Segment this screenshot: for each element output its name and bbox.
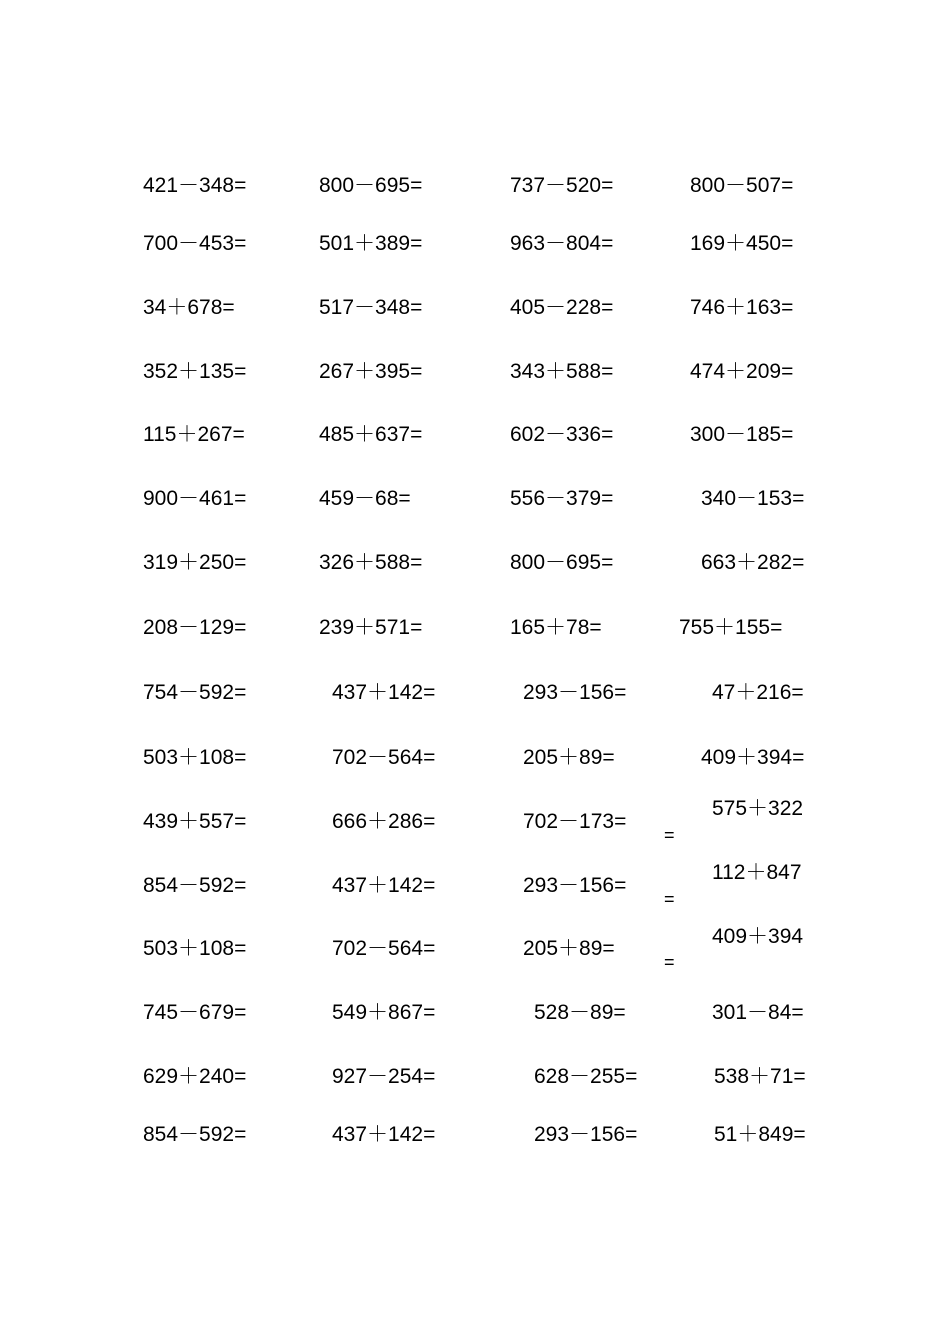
problem: 629＋240=: [143, 1065, 247, 1088]
detached-equals-sign: =: [664, 825, 675, 845]
problem: 503＋108=: [143, 937, 247, 960]
problem: 602－336=: [510, 423, 614, 446]
problem: 405－228=: [510, 296, 614, 319]
problem: 34＋678=: [143, 296, 235, 319]
problem: 165＋78=: [510, 616, 602, 639]
problem: 115＋267=: [143, 423, 245, 446]
problem: 47＋216=: [712, 681, 804, 704]
problem: 700－453=: [143, 232, 247, 255]
problem: 702－173=: [523, 810, 627, 833]
problem: 800－507=: [690, 174, 794, 197]
problem: 293－156=: [523, 874, 627, 897]
problem: 421－348=: [143, 174, 247, 197]
problem: 854－592=: [143, 874, 247, 897]
problem: 439＋557=: [143, 810, 247, 833]
problem: 854－592=: [143, 1123, 247, 1146]
problem: 754－592=: [143, 681, 247, 704]
problem: 293－156=: [534, 1123, 638, 1146]
problem: 517－348=: [319, 296, 423, 319]
problem: 666＋286=: [332, 810, 436, 833]
problem: 501＋389=: [319, 232, 423, 255]
problem: 702－564=: [332, 746, 436, 769]
problem: 663＋282=: [701, 551, 805, 574]
problem: 927－254=: [332, 1065, 436, 1088]
problem: 437＋142=: [332, 681, 436, 704]
problem: 745－679=: [143, 1001, 247, 1024]
problem: 340－153=: [701, 487, 805, 510]
problem: 746＋163=: [690, 296, 794, 319]
problem: 528－89=: [534, 1001, 626, 1024]
problem: 205＋89=: [523, 746, 615, 769]
problem: 437＋142=: [332, 1123, 436, 1146]
problem: 538＋71=: [714, 1065, 806, 1088]
problem: 326＋588=: [319, 551, 423, 574]
problem: 205＋89=: [523, 937, 615, 960]
problem: 485＋637=: [319, 423, 423, 446]
problem: 208－129=: [143, 616, 247, 639]
problem: 755＋155=: [679, 616, 783, 639]
problem: 702－564=: [332, 937, 436, 960]
problem: 267＋395=: [319, 360, 423, 383]
problem: 474＋209=: [690, 360, 794, 383]
problem: 900－461=: [143, 487, 247, 510]
problem: 556－379=: [510, 487, 614, 510]
problem: 575＋322: [712, 797, 804, 820]
problem: 459－68=: [319, 487, 411, 510]
problem: 628－255=: [534, 1065, 638, 1088]
problem: 437＋142=: [332, 874, 436, 897]
detached-equals-sign: =: [664, 889, 675, 909]
problem: 301－84=: [712, 1001, 804, 1024]
detached-equals-sign: =: [664, 952, 675, 972]
problem: 293－156=: [523, 681, 627, 704]
problem: 169＋450=: [690, 232, 794, 255]
problem: 503＋108=: [143, 746, 247, 769]
problem: 352＋135=: [143, 360, 247, 383]
problem: 409＋394: [712, 925, 804, 948]
problem: 319＋250=: [143, 551, 247, 574]
problem: 963－804=: [510, 232, 614, 255]
problem: 800－695=: [510, 551, 614, 574]
problem: 300－185=: [690, 423, 794, 446]
problem: 737－520=: [510, 174, 614, 197]
problem: 51＋849=: [714, 1123, 806, 1146]
problem: 409＋394=: [701, 746, 805, 769]
problem: 549＋867=: [332, 1001, 436, 1024]
problem: 239＋571=: [319, 616, 423, 639]
problem: 112＋847: [712, 861, 802, 884]
problem: 343＋588=: [510, 360, 614, 383]
problem: 800－695=: [319, 174, 423, 197]
